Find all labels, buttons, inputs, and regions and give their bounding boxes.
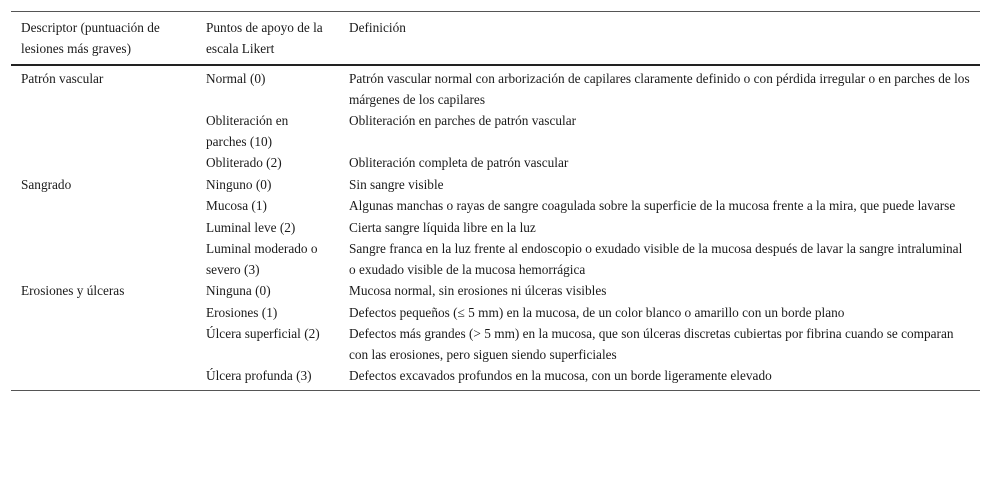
likert-score-cell: Erosiones (1) xyxy=(206,304,278,320)
header-likert-points: Puntos de apoyo de la escala Likert xyxy=(206,20,323,56)
likert-score-cell: Úlcera superficial (2) xyxy=(206,326,320,341)
likert-score-cell: Obliterado (2) xyxy=(206,155,282,170)
table-row xyxy=(11,303,980,325)
likert-score-cell: Normal (0) xyxy=(206,71,266,86)
header-definition: Definición xyxy=(349,20,406,35)
descriptor-cell xyxy=(11,239,196,280)
definition-cell: Patrón vascular normal con arborización de capilares claramente definido o con pérdida irregular o en parches de los márgenes de los capilares xyxy=(349,71,970,107)
definition-cell: Mucosa normal, sin erosiones ni úlceras visibles xyxy=(349,283,607,298)
table-row xyxy=(11,153,980,175)
likert-score-cell: Mucosa (1) xyxy=(206,198,267,213)
descriptor-cell xyxy=(11,153,196,174)
table-row xyxy=(11,218,980,240)
descriptor-cell xyxy=(11,111,196,152)
table-row xyxy=(11,196,980,218)
table-row xyxy=(11,281,980,303)
likert-table xyxy=(11,11,980,391)
descriptor-cell xyxy=(11,303,196,324)
table-bottom-rule xyxy=(11,390,980,391)
definition-cell: Cierta sangre líquida libre en la luz xyxy=(349,219,536,235)
likert-score-cell: Luminal moderado o severo (3) xyxy=(206,241,318,277)
likert-score-cell: Ninguno (0) xyxy=(206,176,272,192)
descriptor-cell: Sangrado xyxy=(21,176,72,192)
definition-cell: Algunas manchas o rayas de sangre coagulada sobre la superficie de la mucosa frente a la mira, que puede lavarse xyxy=(349,198,956,213)
table-body xyxy=(11,66,980,390)
table-row xyxy=(11,239,980,281)
descriptor-cell xyxy=(11,218,196,239)
descriptor-cell: Patrón vascular xyxy=(21,71,104,86)
definition-cell: Defectos excavados profundos en la mucosa, con un borde ligeramente elevado xyxy=(349,368,772,383)
definition-cell: Sangre franca en la luz frente al endoscopio o exudado visible de la mucosa después de lavar la sangre intraluminal o exudado visible de la mucosa hemorrágica xyxy=(349,241,963,277)
definition-cell: Sin sangre visible xyxy=(349,176,444,192)
likert-score-cell: Ninguna (0) xyxy=(206,283,271,298)
descriptor-cell xyxy=(11,324,196,365)
likert-score-cell: Luminal leve (2) xyxy=(206,219,296,235)
likert-score-cell: Obliteración en parches (10) xyxy=(206,113,289,149)
likert-score-cell: Úlcera profunda (3) xyxy=(206,368,312,383)
table-header-row xyxy=(11,12,980,64)
header-descriptor: Descriptor (puntuación de lesiones más graves) xyxy=(21,20,160,56)
definition-cell: Obliteración completa de patrón vascular xyxy=(349,155,569,170)
descriptor-cell xyxy=(11,196,196,217)
table-row xyxy=(11,69,980,111)
definition-cell: Defectos más grandes (> 5 mm) en la mucosa, que son úlceras discretas cubiertas por fibrina cuando se comparan con las erosiones, pero siguen siendo superficiales xyxy=(349,326,954,362)
descriptor-cell: Erosiones y úlceras xyxy=(21,283,125,298)
definition-cell: Obliteración en parches de patrón vascular xyxy=(349,113,577,128)
table-row xyxy=(11,175,980,197)
descriptor-cell xyxy=(11,366,196,387)
table-row xyxy=(11,324,980,366)
definition-cell: Defectos pequeños (≤ 5 mm) en la mucosa, de un color blanco o amarillo con un borde plano xyxy=(349,304,845,320)
table-row xyxy=(11,366,980,388)
table-row xyxy=(11,111,980,153)
